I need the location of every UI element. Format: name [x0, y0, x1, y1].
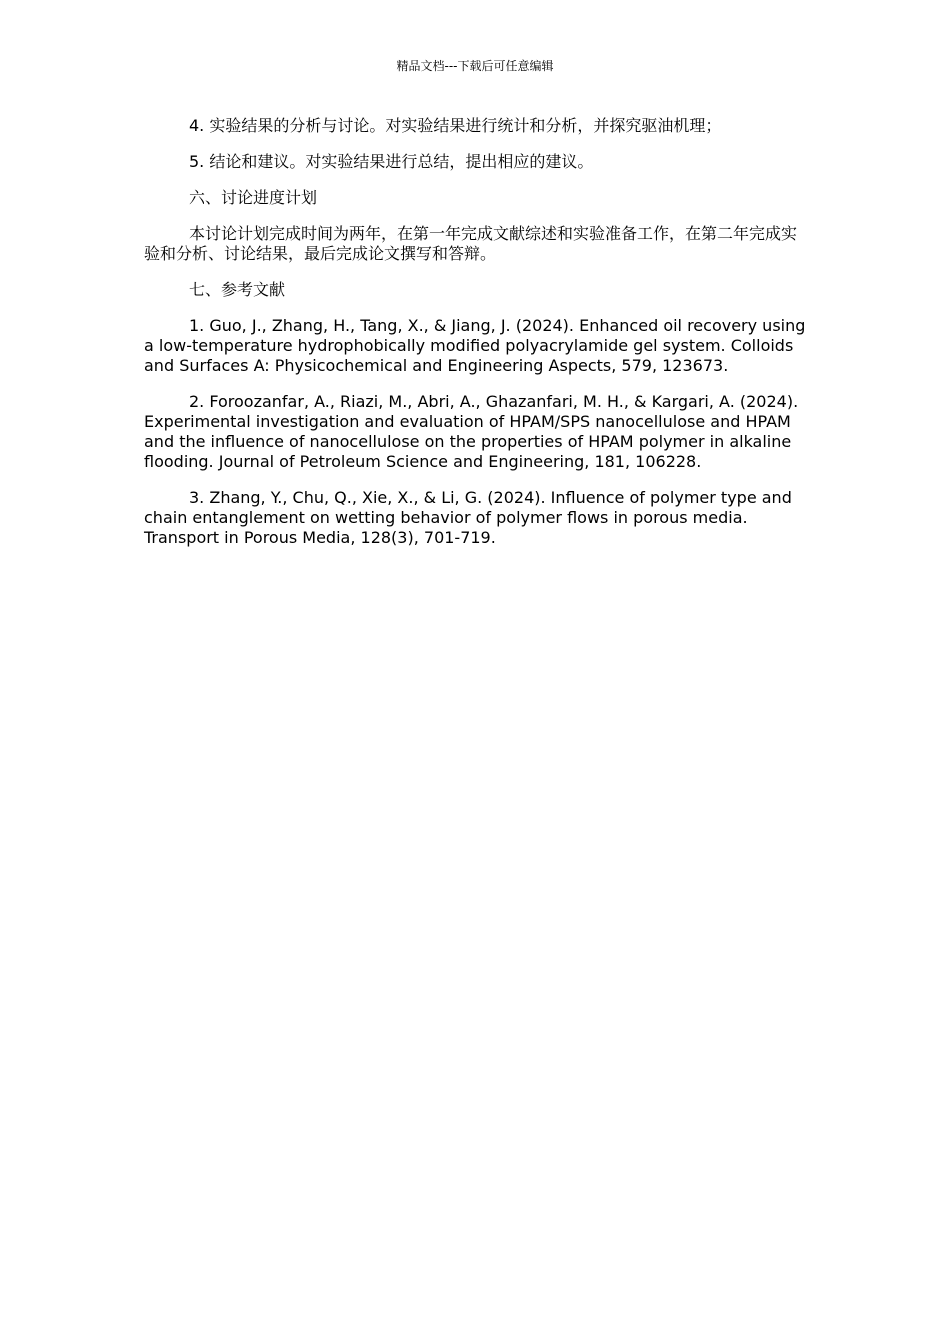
reference-item-2: 2. Foroozanfar, A., Riazi, M., Abri, A., Ghazanfari, M. H., & Kargari, A. (2024). Experimental investigation and evaluation of HPAM/SPS nanocellulose and HPAM and the influence of nanocellulose on the properties of HPAM polymer in alkaline flooding. Journal of Petroleum Science and Engineering, 181, 106228. [144, 392, 799, 471]
reference-item-1: 1. Guo, J., Zhang, H., Tang, X., & Jiang, J. (2024). Enhanced oil recovery using a low-temperature hydrophobically modified polyacrylamide gel system. Colloids and Surfaces A: Physicochemical and Engineering Aspects, 579, 123673. [144, 316, 806, 375]
list-item-conclusions: 5. 结论和建议。对实验结果进行总结，提出相应的建议。 [189, 152, 594, 171]
page-header: 精品文档---下载后可任意编辑 [396, 59, 554, 73]
section-heading-schedule: 六、讨论进度计划 [189, 188, 318, 207]
reference-item-3: 3. Zhang, Y., Chu, Q., Xie, X., & Li, G. (2024). Influence of polymer type and chain entanglement on wetting behavior of polymer flows in porous media. Transport in Porous Media, 128(3), 701-719. [144, 488, 792, 547]
section-heading-references: 七、参考文献 [189, 280, 286, 299]
list-item-results-analysis: 4. 实验结果的分析与讨论。对实验结果进行统计和分析，并探究驱油机理； [189, 116, 722, 135]
document-body [144, 116, 806, 564]
schedule-paragraph: 本讨论计划完成时间为两年，在第一年完成文献综述和实验准备工作，在第二年完成实验和分析、讨论结果，最后完成论文撰写和答辩。 [144, 224, 798, 263]
